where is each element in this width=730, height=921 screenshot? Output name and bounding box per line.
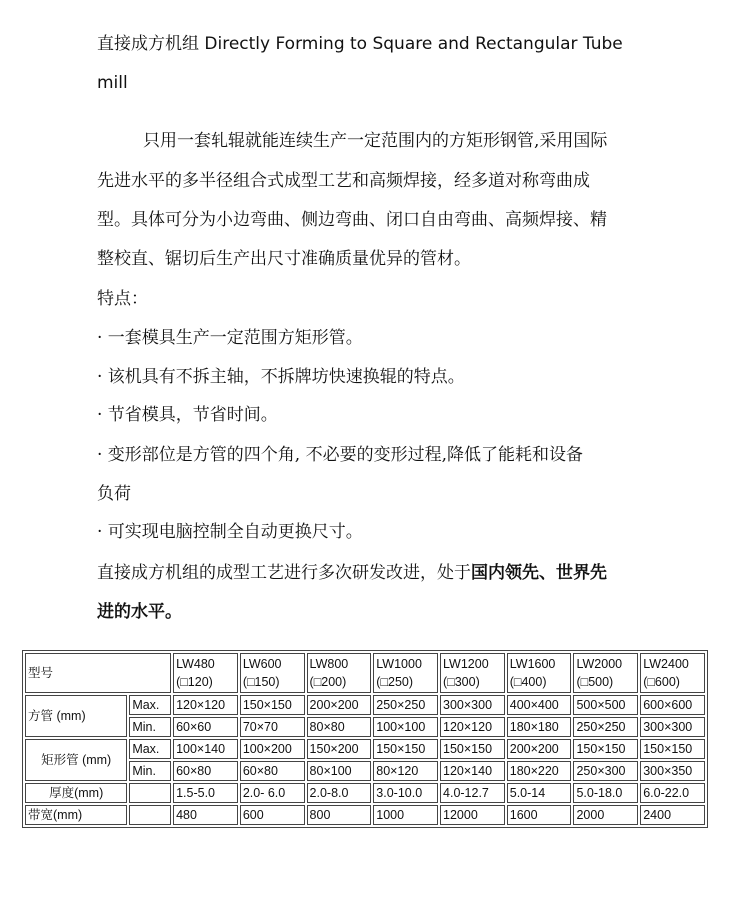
square-label: 方管 (mm) — [25, 695, 127, 737]
table-cell: 600×600 — [640, 695, 705, 715]
table-cell: 60×80 — [240, 761, 305, 781]
feature-item: · 该机具有不拆主轴，不拆牌坊快速换辊的特点。 — [97, 367, 465, 387]
table-cell: 120×140 — [440, 761, 505, 781]
feature-item: · 一套模具生产一定范围方矩形管。 — [97, 328, 363, 348]
min-label: Min. — [129, 761, 171, 781]
table-cell: 5.0-18.0 — [573, 783, 638, 803]
max-label: Max. — [129, 739, 171, 759]
table-row-square-max — [25, 695, 705, 715]
table-cell: 150×200 — [307, 739, 372, 759]
title-line-2: mill — [97, 73, 128, 93]
table-cell: 200×200 — [507, 739, 572, 759]
table-cell: 480 — [173, 805, 238, 825]
model-label: 型号 — [25, 653, 171, 693]
table-cell: 250×300 — [573, 761, 638, 781]
model-cell: LW1000 (□250) — [373, 653, 438, 693]
table-row-thickness — [25, 783, 705, 803]
table-cell: 300×350 — [640, 761, 705, 781]
paragraph-line: 只用一套轧辊就能连续生产一定范围内的方矩形钢管,采用国际 — [143, 131, 608, 151]
table-cell: 80×100 — [307, 761, 372, 781]
empty-cell — [129, 783, 171, 803]
table-cell: 4.0-12.7 — [440, 783, 505, 803]
table-cell: 100×100 — [373, 717, 438, 737]
table-cell: 2400 — [640, 805, 705, 825]
table-cell: 5.0-14 — [507, 783, 572, 803]
closing-line-2: 进的水平。 — [97, 602, 182, 622]
table-cell: 2.0-8.0 — [307, 783, 372, 803]
max-label: Max. — [129, 695, 171, 715]
table-cell: 1600 — [507, 805, 572, 825]
model-cell: LW1200 (□300) — [440, 653, 505, 693]
table-cell: 60×60 — [173, 717, 238, 737]
table-cell: 500×500 — [573, 695, 638, 715]
thickness-label: 厚度(mm) — [25, 783, 127, 803]
table-cell: 100×200 — [240, 739, 305, 759]
table-cell: 400×400 — [507, 695, 572, 715]
paragraph-line: 型。具体可分为小边弯曲、侧边弯曲、闭口自由弯曲、高频焊接、精 — [97, 210, 607, 230]
table-cell: 120×120 — [173, 695, 238, 715]
model-cell: LW1600 (□400) — [507, 653, 572, 693]
features-heading: 特点： — [97, 289, 148, 309]
table-cell: 150×150 — [640, 739, 705, 759]
table-row-models — [25, 653, 705, 693]
table-cell: 180×180 — [507, 717, 572, 737]
paragraph-line: 整校直、锯切后生产出尺寸准确质量优异的管材。 — [97, 249, 471, 269]
feature-item: · 可实现电脑控制全自动更换尺寸。 — [97, 522, 363, 542]
table-cell: 120×120 — [440, 717, 505, 737]
closing-normal: 直接成方机组的成型工艺进行多次研发改进，处于 — [97, 563, 471, 583]
min-label: Min. — [129, 717, 171, 737]
model-cell: LW480 (□120) — [173, 653, 238, 693]
table-cell: 300×300 — [640, 717, 705, 737]
table-cell: 300×300 — [440, 695, 505, 715]
rect-label: 矩形管 (mm) — [25, 739, 127, 781]
table-cell: 800 — [307, 805, 372, 825]
feature-item-continuation: 负荷 — [97, 484, 131, 504]
title-line-1: 直接成方机组 Directly Forming to Square and Rectangular Tube — [97, 34, 623, 54]
spec-table — [22, 650, 708, 828]
table-row-strip — [25, 805, 705, 825]
closing-line-1 — [97, 563, 607, 583]
table-cell: 80×120 — [373, 761, 438, 781]
paragraph-line: 先进水平的多半径组合式成型工艺和高频焊接，经多道对称弯曲成 — [97, 171, 590, 191]
feature-item: · 变形部位是方管的四个角, 不必要的变形过程,降低了能耗和设备 — [97, 445, 584, 465]
feature-item: · 节省模具，节省时间。 — [97, 405, 278, 425]
table-cell: 1.5-5.0 — [173, 783, 238, 803]
table-cell: 12000 — [440, 805, 505, 825]
empty-cell — [129, 805, 171, 825]
table-cell: 150×150 — [373, 739, 438, 759]
table-cell: 60×80 — [173, 761, 238, 781]
table-cell: 2.0- 6.0 — [240, 783, 305, 803]
table-cell: 1000 — [373, 805, 438, 825]
table-cell: 2000 — [573, 805, 638, 825]
table-cell: 150×150 — [573, 739, 638, 759]
table-cell: 100×140 — [173, 739, 238, 759]
table-cell: 150×150 — [240, 695, 305, 715]
model-cell: LW2000 (□500) — [573, 653, 638, 693]
table-row-rect-max — [25, 739, 705, 759]
table-cell: 250×250 — [373, 695, 438, 715]
table-cell: 180×220 — [507, 761, 572, 781]
table-cell: 6.0-22.0 — [640, 783, 705, 803]
closing-bold: 国内领先、世界先 — [471, 563, 607, 583]
table-cell: 3.0-10.0 — [373, 783, 438, 803]
model-cell: LW2400 (□600) — [640, 653, 705, 693]
strip-label: 带宽(mm) — [25, 805, 127, 825]
table-cell: 600 — [240, 805, 305, 825]
model-cell: LW600 (□150) — [240, 653, 305, 693]
table-cell: 80×80 — [307, 717, 372, 737]
table-cell: 250×250 — [573, 717, 638, 737]
model-cell: LW800 (□200) — [307, 653, 372, 693]
table-cell: 200×200 — [307, 695, 372, 715]
table-cell: 150×150 — [440, 739, 505, 759]
table-cell: 70×70 — [240, 717, 305, 737]
